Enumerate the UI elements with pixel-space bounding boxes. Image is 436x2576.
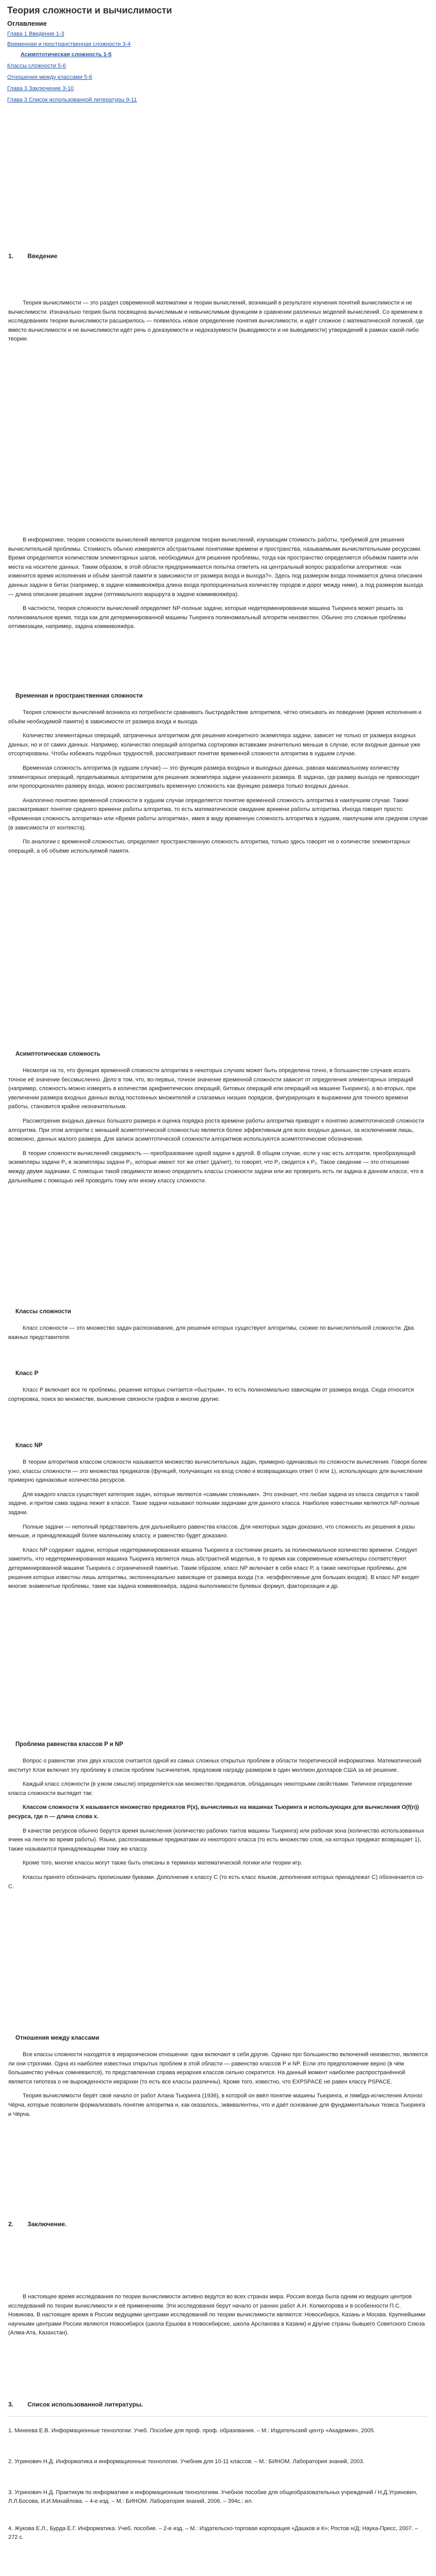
paragraph: Класс NP содержит задачи, которые недетерминированная машина Тьюринга в состоянии решить за полиномиальное количество времени. Следует заметить, что недетерминированная машина Тьюринга является лишь абстрактной моделью, в то время как современные компьютеры соответствуют детерминированной машине Тьюринга с ограниченной памятью. Таким образом, класс NP включает в себя класс P, а также некоторые проблемы, для решения которых известны лишь алгоритмы, экспоненциально зависящие от размера входа (т.е. неэффективные для больших входов). В класс NP входят многие знаменитые проблемы, такие как задача коммивояжёра, задача выполнимости булевых формул, факторизация и др.	[8, 1547, 420, 1590]
conclusion-heading	[8, 2221, 66, 2228]
paragraph: Классы принято обозначать прописными буквами. Дополнение к классу C (то есть класс языков, дополнения которых принадлежат C) обозначается co-C.	[8, 1874, 425, 1890]
toc-link[interactable]: Временная и пространственная сложности 3-4	[7, 41, 131, 47]
paragraph: В настоящее время исследования по теории вычислимости активно ведутся во всех странах мира. Россия всегда была одним из ведущих центров исследований по теории вычислимости и её применениям. Эти исследования берут начало от ранних работ А.Н. Колмогорова и в особенности П.С. Новикова. В настоящее время в России ведущими центрами исследований по теории вычислимости являются: Новосибирск, Казань и Москва. Крупнейшими научными центрами России являются Новосибирск (школа Ершова в Новосибирске, школа Арсланова в Казани) и другие страны бывшего Советского Союза (Алма-Ата, Казахстан).	[8, 2294, 426, 2336]
section-title: Введение	[27, 252, 58, 260]
intro-heading	[8, 252, 58, 260]
intro-text	[8, 299, 428, 344]
toc-link[interactable]: Глава 3 Список использованной литературы 9-11	[7, 97, 137, 103]
toc-link[interactable]: Глава 3 Заключение 3-10	[7, 86, 74, 92]
paragraph: Теория вычислимости берёт своё начало от работ Алана Тьюринга (1936), в которой он ввёл понятие машины Тьюринга, и лямбда-исчисления Алонзо Чёрча, которые позволили формализовать понятие алгоритма и, как оказалось, эквивалентны, что и даёт основание для фундаментальных тезиса Тьюринга и Чёрча.	[8, 2093, 425, 2117]
paragraph: Класс P включает все те проблемы, решение которых считается «быстрым», то есть полиномиально зависящим от размера входа. Сюда относится сортировка, поиск во множестве, выяснение связности графов и многие другие.	[8, 1387, 414, 1402]
classes-text	[8, 1324, 428, 1342]
time-space-text	[8, 708, 428, 856]
classes-heading: Классы сложности	[15, 1309, 72, 1315]
paragraph: Теория сложности вычислений возникла из потребности сравнивать быстродействие алгоритмов, чётко описывать их поведение (время исполнения и объём необходимой памяти) в зависимости от размера входа и выхода.	[8, 709, 422, 725]
toc-item[interactable]	[7, 74, 92, 80]
paragraph: Аналогично понятию временной сложности в худшем случае определяется понятие временной сложность алгоритма в наилучшем случае. Также рассматривают понятие среднего времени работы алгоритма, то есть математическое ожидание времени работы алгоритма. Иногда говорят просто: «Временная сложность алгоритма» или «Время работы алгоритма», имея в виду временную сложность алгоритма в худшем, наилучшем или среднем случае (в зависимости от контекста).	[8, 797, 428, 831]
paragraph: Временная сложность алгоритма (в худшем случае) — это функция размера входных и выходных данных, равная максимальному количеству элементарных операций, проделываемых алгоритмом для решения экземпляра задачи указанного размера. В задачах, где размер выхода не превосходит или пропорционален размеру входа, можно рассматривать временную сложность как функцию размера только входных данных.	[8, 765, 420, 790]
reference-item: 3. Угринович Н.Д. Практикум по информатике и информационным технологиям. Учебное пособие для общеобразовательных учреждений / Н.Д.Угринович, Л.Л.Босова, И.И.Михайлова. – 4-е изд. – М.: БИНОМ. Лаборатория знаний, 2006. – 394с.: ил.	[8, 2489, 418, 2505]
class-p-text	[8, 1386, 428, 1404]
section-number: 2.	[8, 2221, 14, 2228]
class-p-heading: Класс P	[15, 1370, 39, 1377]
toc-item[interactable]	[7, 31, 64, 37]
paragraph: В теории сложности вычислений сводимость — преобразование одной задачи к другой. В общем случае, если у нас есть алгоритм, преобразующий экземпляры задачи P₁ в экземпляры задачи P₂, которые имеют тот же ответ (да/нет), то говорят, что P₁ сводится к P₂. Такое сведение — это отношение между двумя задачами. С помощью такой сводимости можно определить классы сложности задачи или же проверить есть ли задача в данном классе, что в дальнейшем с помощью ней проводить тому или иному классу сложности.	[8, 1150, 424, 1184]
paragraph: Каждый класс сложности (в узком смысле) определяется как множество предикатов, обладающих некоторыми свойствами. Типичное определение класса сложности выглядит так:	[8, 1781, 412, 1797]
toc-heading: Оглавление	[7, 20, 47, 27]
p-np-text	[8, 1757, 428, 1891]
reference-item: 2. Угринович Н.Д. Информатика и информационные технологии. Учебник для 10-11 классов. – М.: БИНОМ. Лаборатория знаний, 2003.	[8, 2459, 364, 2465]
class-np-text	[8, 1458, 428, 1591]
paragraph: Теория вычислимости — это раздел современной математики и теории вычислений, возникший в результате изучения понятий вычислимости и не вычислимости. Изначально теория была посвящена вычислимым и невычислимым функциям в сравнении различных моделей вычислений. Со временем в исследованиях теории вычислимости расширилось — появилось новое определение понятия вычислимости, и идёт сложное с математической логикой, где вместо вычислимости и не вычислимости идёт речь о доказуемости и недоказуемости (выводимости и не выводимости) утверждений в рамках какой-либо теории.	[8, 300, 424, 343]
toc-item[interactable]	[7, 41, 131, 47]
asymptotic-text	[8, 1066, 428, 1185]
toc-item[interactable]	[7, 97, 137, 103]
p-np-heading: Проблема равенства классов P и NP	[15, 1741, 124, 1748]
paragraph: Несмотря на то, что функция временной сложности алгоритма в некоторых случаях может быть определена точно, в большинстве случаев искать точное её значение бессмысленно. Дело в том, что, во-первых, точное значение временной сложности зависит от определения элементарных операций (например, сложность можно измерять в количестве арифметических операций, битовых операций или операций на машине Тьюринга), а во-вторых, при увеличении размера входных данных вклад постоянных множителей и слагаемых низших порядков, фигурирующих в выражении для точного времени работы, становится крайне незначительным.	[8, 1067, 416, 1110]
toc-link[interactable]: Отношения между классами 5-6	[7, 74, 93, 80]
paragraph: Все классы сложности находятся в иерархическом отношении: одни включают в себя другие. Однако про большинство включений неизвестно, являются ли они строгими. Одна из наиболее известных открытых проблем в этой области — равенство классов P и NP. Если это предположение верно (в чём большинство учёных сомневаются), то представленная справа иерархия классов сильно сократится. На данный момент наиболее распространённой является гипотеза о не вырожденности иерархии (то есть все классы различны). Кроме того, известно, что EXPSPACE не равен классу PSPACE.	[8, 2052, 428, 2085]
conclusion-text	[8, 2293, 428, 2338]
class-np-heading: Класс NP	[15, 1443, 43, 1449]
paragraph: В качестве ресурсов обычно берутся время вычисления (количество рабочих тактов машины Тьюринга) или рабочая зона (количество использованных ячеек на ленте во время работы). Языки, распознаваемые предикатами из некоторого класса (то есть множество слов, на которых предикат возвращает 1), также называются принадлежащими тому же классу.	[8, 1827, 425, 1852]
paragraph: Вопрос о равенстве этих двух классов считается одной из самых сложных открытых проблем в области теоретической информатики. Математический институт Клэя включил эту проблему в список проблем тысячелетия, предложив награду размером в один миллион долларов США за её решение.	[8, 1758, 422, 1773]
paragraph: Классом сложности X называется множество предикатов P(x), вычислимых на машинах Тьюринга и использующих для вычисления O(f(n)) ресурса, где n — длина слова x.	[8, 1804, 419, 1820]
paragraph: По аналогии с временной сложностью, определяют пространственную сложность алгоритма, только здесь говорят не о количестве элементарных операций, а об объёме используемой памяти.	[8, 839, 410, 854]
toc-item[interactable]	[7, 63, 66, 69]
toc-link[interactable]: Асимптотическая сложность 1-5	[21, 52, 112, 58]
paragraph: Полные задачи — неполный представитель для дальнейшего равенства классов. Для некоторых задач доказано, что сложность их решения в разы меньше, и принадлежащий более маленькому классу, и равенство будет доказано.	[8, 1523, 415, 1539]
section-number: 3.	[8, 2401, 14, 2408]
paragraph: Рассмотрение входных данных большого размера и оценка порядка роста времени работы алгоритма приводят к понятию асимптотической сложности алгоритма. При этом алгоритм с меньшей асимптотической сложностью является более эффективным для всех входных данных, за исключением лишь, возможно, данных малого размера. Для записи асимптотической сложности алгоритмов используются асимптотические обозначения.	[8, 1117, 424, 1143]
reference-item: 1. Михеева Е.В. Информационные технологии: Учеб. Пособие для проф. проф. образования. – М.: Издательский центр «Академия», 2005.	[8, 2428, 375, 2434]
relations-text	[8, 2050, 428, 2119]
paragraph: Для каждого класса существует категория задач, которые являются «самыми сложными». Это означает, что любая задача из класса сводится к такой задаче, и притом сама задача лежит в классе. Такие задачи называют полными задачами для данного класса. Наиболее известными являются NP-полные задачи.	[8, 1491, 420, 1516]
divider	[8, 2416, 428, 2417]
paragraph: Кроме того, многие классы могут также быть описаны в терминах математической логики или теории игр.	[23, 1860, 303, 1867]
paragraph: В теории алгоритмов классом сложности называется множество вычислительных задач, примерно одинаковых по сложности вычисления. Говоря более узко, классы сложности — это множества предикатов (функций, получающих на вход слово и возвращающих ответ 0 или 1), использующих для вычисления примерно одинаковые количества ресурсов.	[8, 1459, 427, 1484]
paragraph: Количество элементарных операций, затраченных алгоритмом для решения конкретного экземпляра задачи, зависит не только от размера входных данных, но и от самих данных. Например, количество операций алгоритма сортировки вставками значительно меньше в случае, если входные данные уже отсортированы. Чтобы избежать подобных трудностей, рассматривают понятие временной сложности алгоритма в худшем случае.	[8, 733, 421, 757]
complexity-text	[8, 536, 428, 632]
toc-item[interactable]	[7, 86, 74, 92]
time-space-heading: Временная и пространственная сложности	[15, 693, 143, 699]
section-number: 1.	[8, 252, 14, 260]
asymptotic-heading: Асимптотическая сложность	[15, 1051, 100, 1057]
reference-item: 4. Жуковa Е.Л., Бурда Е.Г. Информатика: Учеб. пособие. – 2-е изд. – М.: Издательско-торговая корпорация «Дашков и К»; Ростов н/Д: Наука-Пресс, 2007. – 272 с.	[8, 2526, 418, 2541]
relations-heading: Отношения между классами	[15, 2035, 99, 2041]
section-title: Заключение.	[27, 2221, 67, 2228]
toc-item[interactable]	[21, 52, 112, 58]
paragraph: Класс сложности — это множество задач распознавания, для решения которых существуют алгоритмы, схожие по вычислительной сложности. Два важных представителя:	[8, 1325, 414, 1341]
section-title: Список использованной литературы.	[27, 2401, 143, 2408]
paragraph: В частности, теория сложности вычислений определяет NP-полные задачи, которые недетерминированная машина Тьюринга может решить за полиномиальное время, тогда как для детерминированной машины Тьюринга полиномиальный алгоритм неизвестен. Обычно это сложные проблемы оптимизации, например, задача коммивояжёра.	[8, 605, 406, 630]
toc-link[interactable]: Глава 1 Введение 1-3	[7, 31, 64, 37]
paragraph: В информатике, теория сложности вычислений является разделом теории вычислений, изучающим стоимость работы, требуемой для решения вычислительной проблемы. Стоимость обычно измеряется абстрактными понятиями времени и пространства, называемыми вычислительными ресурсами. Время определяется количеством элементарных шагов, необходимых для решения проблемы, тогда как пространство определяется объёмом памяти или места на носителе данных. Таким образом, в этой области предпринимается попытка ответить на центральный вопрос разработки алгоритмов: «как изменится время исполнения и объём занятой памяти в зависимости от размера входа и выхода?». Здесь под размером входа понимается длина описания данных задачи в битах (например, в задаче коммивояжёра длина входа пропорциональна количеству городов и дорог между ними), а под размером выхода — длина описания решения задачи (оптимального маршрута в задаче коммивояжёра).	[8, 537, 423, 598]
references-heading	[8, 2401, 143, 2408]
toc-link[interactable]: Классы сложности 5-6	[7, 63, 66, 69]
page-title: Теория сложности и вычислимости	[7, 5, 172, 15]
